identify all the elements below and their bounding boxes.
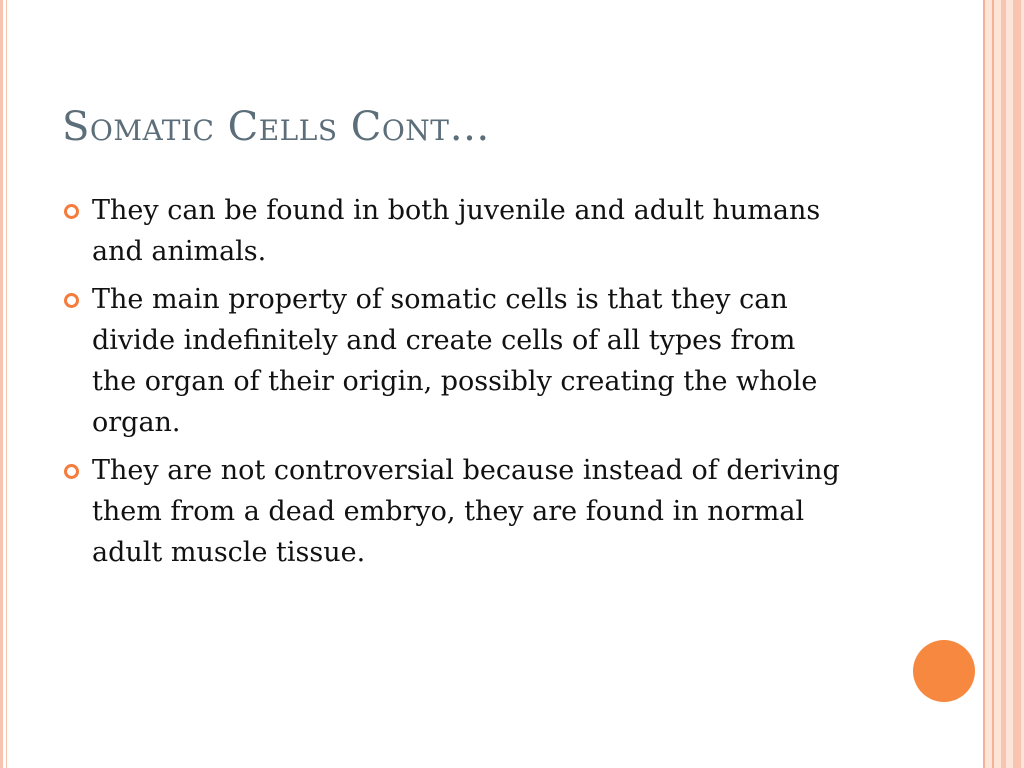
ring-bullet-icon	[64, 204, 79, 219]
right-border-line	[1013, 0, 1021, 768]
ring-bullet-icon	[64, 464, 79, 479]
right-border-line	[983, 0, 985, 768]
slide-title: Somatic Cells Cont…	[62, 104, 490, 150]
left-border-line-thin	[6, 0, 7, 768]
right-border-line	[992, 0, 994, 768]
left-border-line	[0, 0, 3, 768]
bullet-text: They are not controversial because instead of deriving them from a dead embryo, they are found in normal adult muscle tissue.	[92, 455, 840, 568]
bullet-list	[64, 190, 844, 580]
bullet-text: The main property of somatic cells is that they can divide indefinitely and create cells of all types from the organ of their origin, possibly creating the whole organ.	[92, 284, 818, 438]
bullet-item	[64, 190, 844, 272]
ring-bullet-icon	[64, 293, 79, 308]
bullet-item	[64, 450, 844, 573]
right-border-line	[1001, 0, 1006, 768]
bullet-text: They can be found in both juvenile and adult humans and animals.	[92, 195, 821, 267]
bullet-item	[64, 279, 844, 443]
decorative-circle	[913, 640, 975, 702]
